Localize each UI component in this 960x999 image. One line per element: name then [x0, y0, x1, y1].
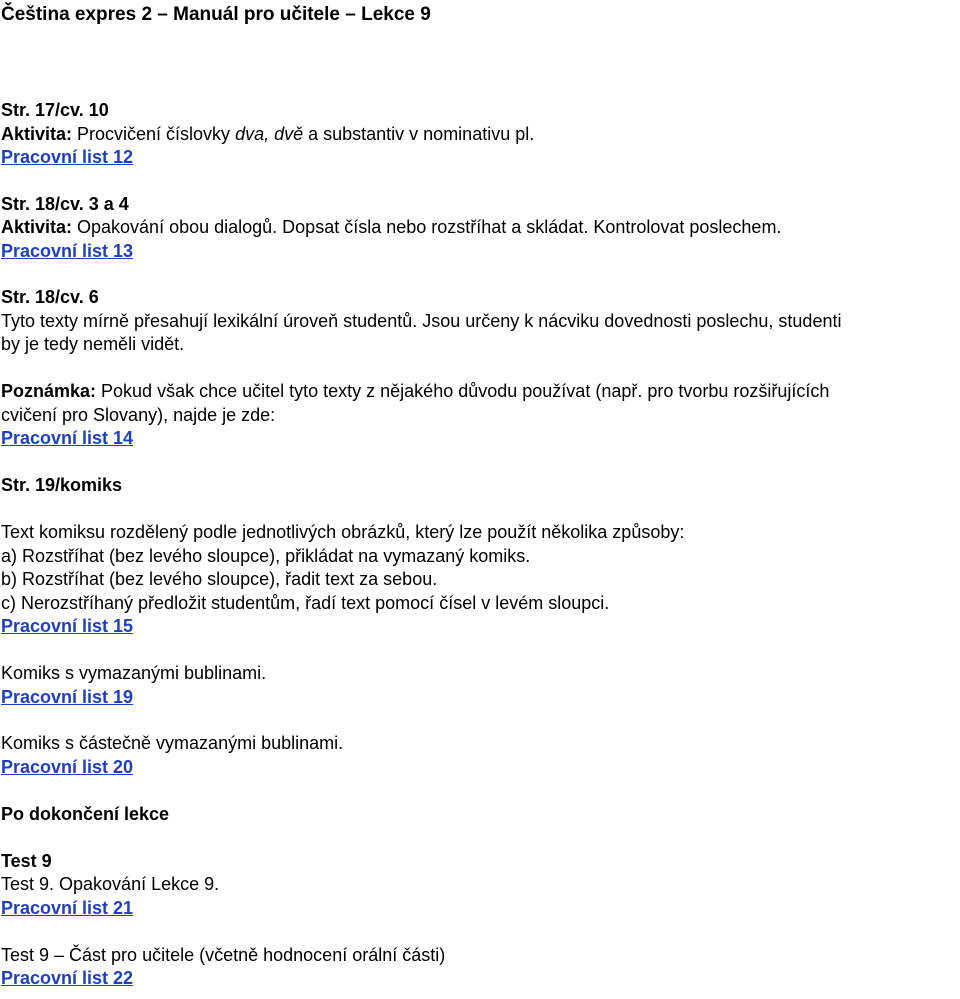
paragraph-line: Test 9 – Část pro učitele (včetně hodnocení orální části)	[1, 945, 446, 965]
note-line: cvičení pro Slovany), najde je zde:	[1, 405, 276, 425]
activity-text: Opakování obou dialogů. Dopsat čísla nebo rozstříhat a skládat. Kontrolovat poslechem.	[72, 217, 782, 237]
list-item: c) Nerozstříhaný předložit studentům, řadí text pomocí čísel v levém sloupci.	[1, 593, 610, 613]
activity-label: Aktivita:	[1, 217, 73, 237]
note-line	[1, 380, 829, 402]
note-label: Poznámka:	[1, 381, 97, 401]
section-heading-str19-komiks: Str. 19/komiks	[1, 475, 123, 495]
paragraph-line: Komiks s částečně vymazanými bublinami.	[1, 733, 344, 753]
worksheet-link-12[interactable]: Pracovní list 12	[1, 147, 134, 167]
list-item: b) Rozstříhat (bez levého sloupce), řadit text za sebou.	[1, 569, 438, 589]
section-heading-str17-cv10: Str. 17/cv. 10	[1, 100, 109, 120]
paragraph-line: Text komiksu rozdělený podle jednotlivých obrázků, který lze použít několika způsoby:	[1, 522, 685, 542]
paragraph-line: Komiks s vymazanými bublinami.	[1, 663, 267, 683]
paragraph-line: Test 9. Opakování Lekce 9.	[1, 874, 220, 894]
paragraph-line: Tyto texty mírně přesahují lexikální úroveň studentů. Jsou určeny k nácviku dovednosti poslechu, studenti	[1, 311, 842, 331]
activity-label: Aktivita:	[1, 124, 73, 144]
worksheet-link-19[interactable]: Pracovní list 19	[1, 687, 134, 707]
paragraph-line: by je tedy neměli vidět.	[1, 334, 185, 354]
activity-line	[1, 216, 781, 238]
worksheet-link-21[interactable]: Pracovní list 21	[1, 898, 134, 918]
section-heading-po-dokonceni: Po dokončení lekce	[1, 804, 170, 824]
worksheet-link-13[interactable]: Pracovní list 13	[1, 241, 134, 261]
worksheet-link-20[interactable]: Pracovní list 20	[1, 757, 134, 777]
note-text: Pokud však chce učitel tyto texty z nějakého důvodu používat (např. pro tvorbu rozšiřujících	[96, 381, 830, 401]
activity-text-c: a substantiv v nominativu pl.	[303, 124, 535, 144]
test-heading: Test 9	[1, 851, 52, 871]
worksheet-link-15[interactable]: Pracovní list 15	[1, 616, 134, 636]
worksheet-link-14[interactable]: Pracovní list 14	[1, 428, 134, 448]
page-title: Čeština expres 2 – Manuál pro učitele – Lekce 9	[1, 4, 431, 25]
section-heading-str18-cv3-4: Str. 18/cv. 3 a 4	[1, 194, 129, 214]
activity-text-italic: dva, dvě	[235, 124, 304, 144]
list-item: a) Rozstříhat (bez levého sloupce), přikládat na vymazaný komiks.	[1, 546, 531, 566]
activity-line	[1, 123, 534, 145]
worksheet-link-22[interactable]: Pracovní list 22	[1, 968, 134, 988]
activity-text-a: Procvičení číslovky	[72, 124, 236, 144]
section-heading-str18-cv6: Str. 18/cv. 6	[1, 287, 99, 307]
